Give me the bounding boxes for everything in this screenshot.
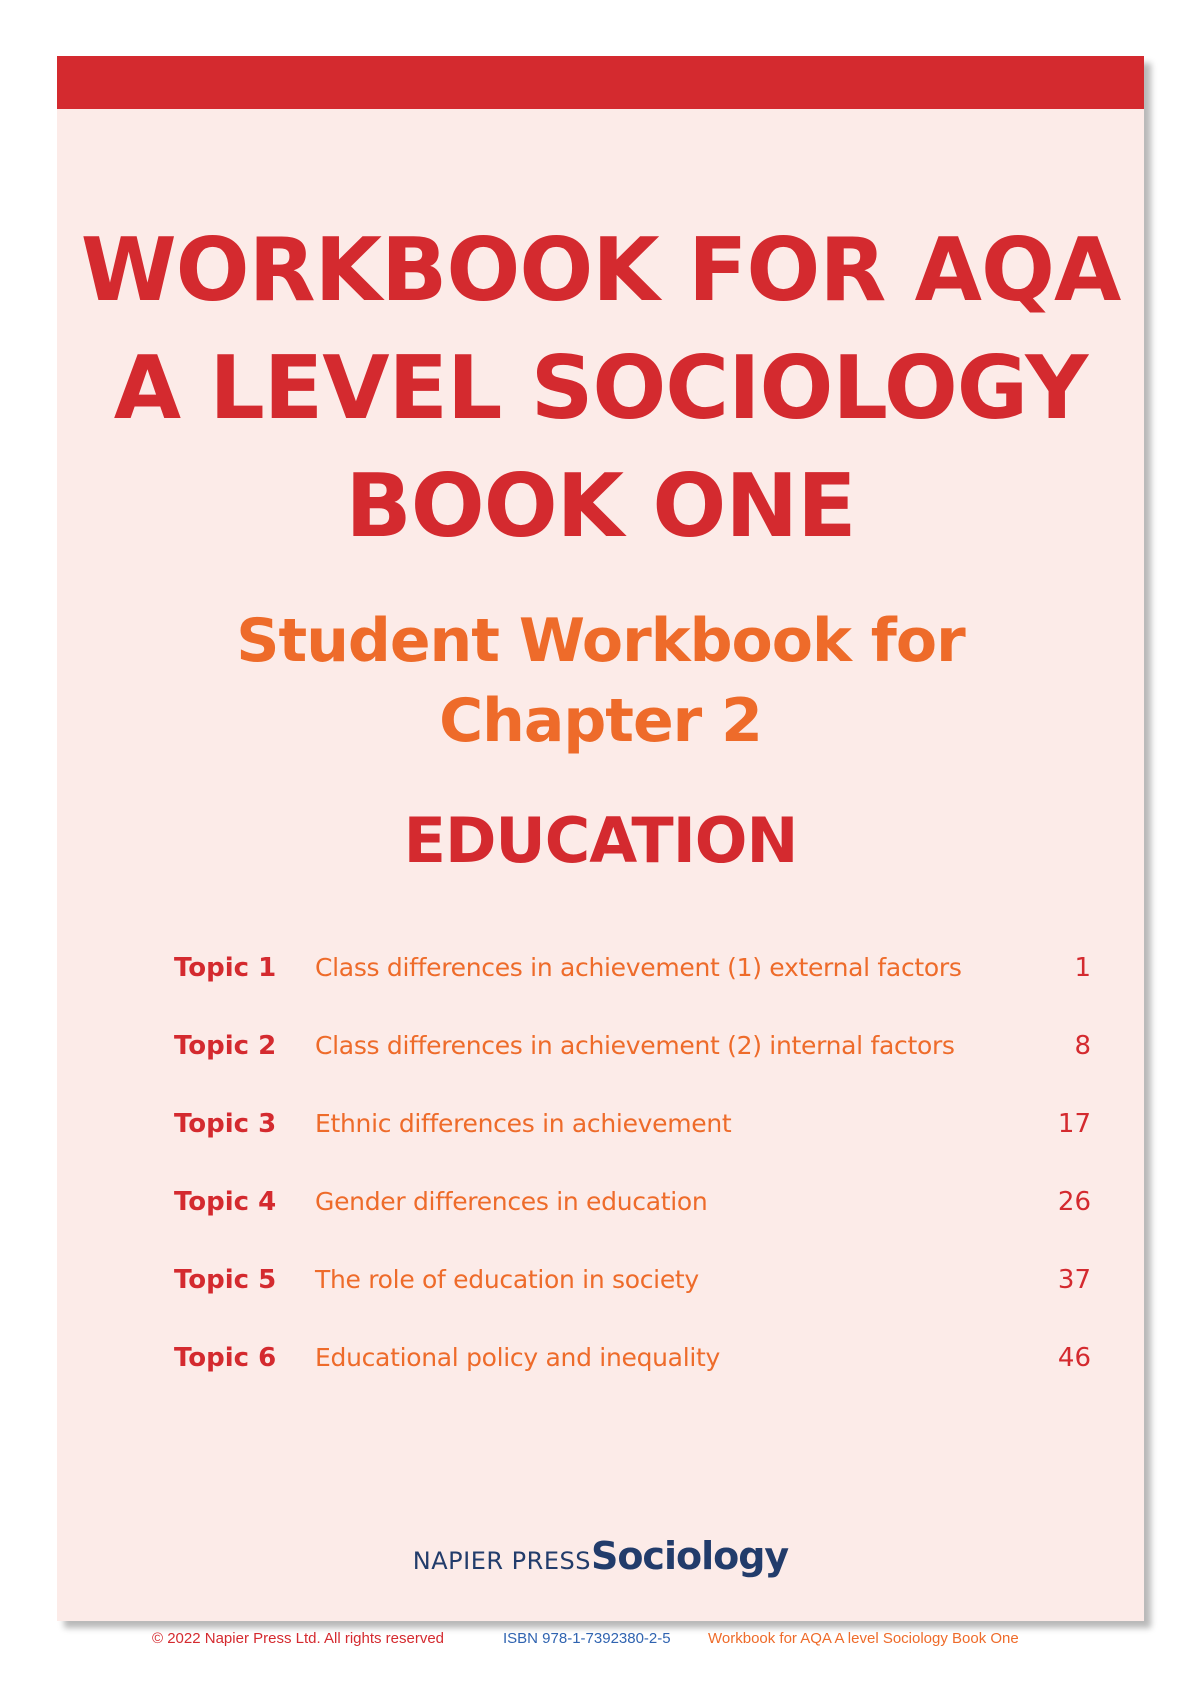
toc-row bbox=[174, 1341, 1091, 1419]
toc-topic-label: Topic 5 bbox=[174, 1265, 277, 1295]
toc-page-number: 1 bbox=[1074, 953, 1091, 983]
subtitle bbox=[57, 601, 1144, 761]
toc-row bbox=[174, 951, 1091, 1029]
toc-topic-title: Educational policy and inequality bbox=[315, 1343, 720, 1372]
toc-page-number: 37 bbox=[1057, 1265, 1091, 1295]
toc-page-number: 46 bbox=[1057, 1343, 1091, 1373]
toc-page-number: 26 bbox=[1057, 1187, 1091, 1217]
subtitle-line-1: Student Workbook for bbox=[236, 606, 965, 676]
toc-topic-title: Class differences in achievement (2) internal factors bbox=[315, 1031, 955, 1060]
toc-row bbox=[174, 1107, 1091, 1185]
publisher-name: NAPIER PRESS bbox=[412, 1547, 591, 1575]
subtitle-line-2: Chapter 2 bbox=[439, 686, 762, 756]
title-line-2: A LEVEL SOCIOLOGY bbox=[113, 337, 1088, 439]
table-of-contents bbox=[174, 951, 1091, 1419]
toc-row bbox=[174, 1263, 1091, 1341]
publisher-logo bbox=[57, 1534, 1144, 1578]
title-line-1: WORKBOOK FOR AQA bbox=[80, 219, 1121, 321]
toc-topic-label: Topic 3 bbox=[174, 1109, 277, 1139]
toc-topic-label: Topic 2 bbox=[174, 1031, 277, 1061]
top-red-bar bbox=[57, 56, 1144, 109]
footer-isbn: ISBN 978-1-7392380-2-5 bbox=[503, 1630, 671, 1647]
title-line-3: BOOK ONE bbox=[345, 455, 856, 557]
toc-topic-title: Gender differences in education bbox=[315, 1187, 708, 1216]
section-heading: EDUCATION bbox=[403, 804, 798, 877]
toc-row bbox=[174, 1185, 1091, 1263]
main-title bbox=[57, 211, 1144, 565]
toc-page-number: 8 bbox=[1074, 1031, 1091, 1061]
toc-topic-label: Topic 6 bbox=[174, 1343, 277, 1373]
toc-page-number: 17 bbox=[1057, 1109, 1091, 1139]
toc-topic-label: Topic 1 bbox=[174, 953, 277, 983]
publisher-series: Sociology bbox=[590, 1534, 789, 1578]
toc-topic-title: Class differences in achievement (1) external factors bbox=[315, 953, 962, 982]
toc-topic-label: Topic 4 bbox=[174, 1187, 277, 1217]
toc-topic-title: The role of education in society bbox=[315, 1265, 699, 1294]
footer-book-title: Workbook for AQA A level Sociology Book One bbox=[708, 1630, 1019, 1647]
toc-topic-title: Ethnic differences in achievement bbox=[315, 1109, 732, 1138]
cover-page bbox=[57, 56, 1144, 1621]
footer-copyright: © 2022 Napier Press Ltd. All rights reserved bbox=[152, 1630, 445, 1647]
toc-row bbox=[174, 1029, 1091, 1107]
